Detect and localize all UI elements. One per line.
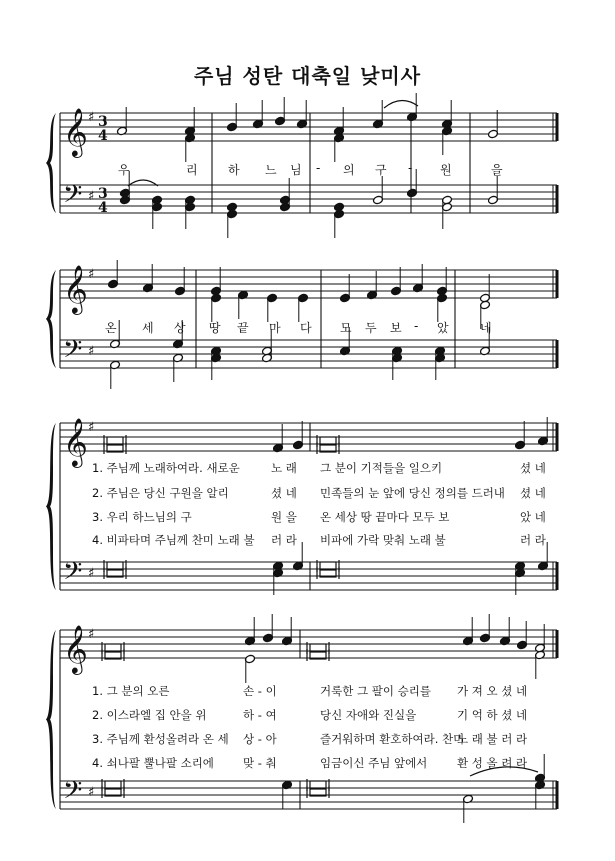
verse-text: 2. 주님은 당신 구원을 알리 [92, 486, 229, 500]
bass-clef: 𝄢 [63, 557, 83, 592]
lyric-syllable: 느 [265, 163, 277, 177]
verse-refrain: 셨 네 [520, 461, 546, 475]
verse-text: 온 세상 땅 끝마다 모두 보 [320, 510, 450, 524]
verse-text: 당신 자애와 진실을 [320, 708, 417, 722]
key-signature-sharp: ♯ [88, 420, 95, 435]
treble-clef: 𝄞 [63, 107, 88, 156]
verse-text: 거룩한 그 팔이 승리를 [320, 684, 431, 698]
system-brace [46, 113, 56, 213]
verse-text: 즐거워하며 환호하여라. 찬미 [320, 732, 465, 746]
lyric-syllable: 원 [440, 163, 452, 177]
lyric-syllable: 구 [375, 163, 387, 177]
treble-clef: 𝄞 [63, 417, 88, 466]
lyric-syllable: 을 [491, 163, 503, 177]
verse-text: 4. 쇠나팔 뿔나팔 소리에 [92, 756, 214, 770]
verse-refrain: 셨 네 [520, 486, 546, 500]
key-signature-sharp: ♯ [88, 566, 95, 581]
page-title: 주님 성탄 대축일 낮미사 [193, 64, 422, 88]
verse-refrain: 환 성 올 려 라 [457, 756, 528, 770]
verse-refrain: 하 - 여 [243, 708, 277, 722]
lyric-syllable: 온 [105, 321, 117, 335]
verse-refrain: 상 - 아 [243, 732, 277, 746]
system-brace [46, 270, 56, 368]
verse-text: 2. 이스라엘 집 안을 위 [92, 708, 207, 722]
lyric-syllable: 았 [437, 321, 449, 335]
verse-refrain: 기 억 하 셨 네 [457, 708, 528, 722]
bass-clef: 𝄢 [63, 335, 83, 370]
verse-text: 4. 비파타며 주님께 찬미 노래 불 [92, 533, 255, 547]
verse-refrain: 노 래 불 러 라 [457, 732, 528, 746]
bass-clef: 𝄢 [63, 776, 83, 811]
lyric-syllable: - [414, 319, 419, 333]
key-signature-sharp: ♯ [88, 627, 95, 642]
lyric-syllable: 두 [365, 321, 377, 335]
lyric-syllable: 상 [174, 321, 186, 335]
lyric-syllable: 세 [142, 321, 154, 335]
verse-text: 3. 주님께 환성올려라 온 세 [92, 732, 229, 746]
lyric-syllable: 다 [300, 321, 312, 335]
lyric-syllable: - [408, 161, 413, 175]
time-signature-top: 3 [98, 186, 108, 202]
verse-refrain: 원 을 [271, 510, 297, 524]
verse-text: 3. 우리 하느님의 구 [92, 510, 192, 524]
lyric-syllable: 네 [480, 321, 492, 335]
time-signature-bottom: 4 [98, 200, 108, 216]
lyric-syllable: 하 [228, 163, 240, 177]
verse-text: 1. 주님께 노래하여라. 새로운 [92, 461, 240, 475]
verse-refrain: 러 라 [271, 533, 297, 547]
key-signature-sharp: ♯ [88, 267, 95, 282]
verse-text: 그 분이 기적들을 일으키 [320, 461, 443, 475]
key-signature-sharp: ♯ [88, 785, 95, 800]
verse-refrain: 가 져 오 셨 네 [457, 684, 528, 698]
lyric-syllable: 의 [343, 163, 355, 177]
key-signature-sharp: ♯ [88, 110, 95, 125]
verse-refrain: 손 - 이 [243, 684, 277, 698]
slur [384, 100, 418, 108]
key-signature-sharp: ♯ [88, 189, 95, 204]
lyric-syllable: 님 [290, 163, 302, 177]
key-signature-sharp: ♯ [88, 344, 95, 359]
bass-clef: 𝄢 [63, 180, 83, 215]
lyric-syllable: 마 [269, 321, 281, 335]
verse-refrain: 았 네 [520, 510, 546, 524]
lyric-syllable: - [316, 161, 321, 175]
lyric-syllable: 우 [118, 163, 130, 177]
lyric-syllable: 보 [390, 321, 402, 335]
verse-text: 비파에 가락 맞춰 노래 불 [320, 533, 446, 547]
verse-text: 민족들의 눈 앞에 당신 정의를 드러내 [320, 486, 505, 500]
lyric-syllable: 땅 [209, 321, 221, 335]
system-brace [46, 423, 56, 590]
time-signature-bottom: 4 [98, 128, 108, 144]
verse-refrain: 맞 - 춰 [243, 756, 277, 770]
system-brace [46, 630, 56, 809]
lyric-syllable: 끝 [237, 321, 249, 335]
verse-refrain: 러 라 [520, 533, 546, 547]
verse-refrain: 노 래 [271, 461, 297, 475]
verse-text: 임금이신 주님 앞에서 [320, 756, 428, 770]
time-signature-top: 3 [98, 114, 108, 130]
lyric-syllable: 리 [186, 163, 198, 177]
treble-clef: 𝄞 [63, 624, 88, 673]
verse-refrain: 셨 네 [271, 486, 297, 500]
verse-text: 1. 그 분의 오른 [92, 684, 170, 698]
lyric-syllable: 모 [340, 321, 352, 335]
treble-clef: 𝄞 [63, 264, 88, 313]
